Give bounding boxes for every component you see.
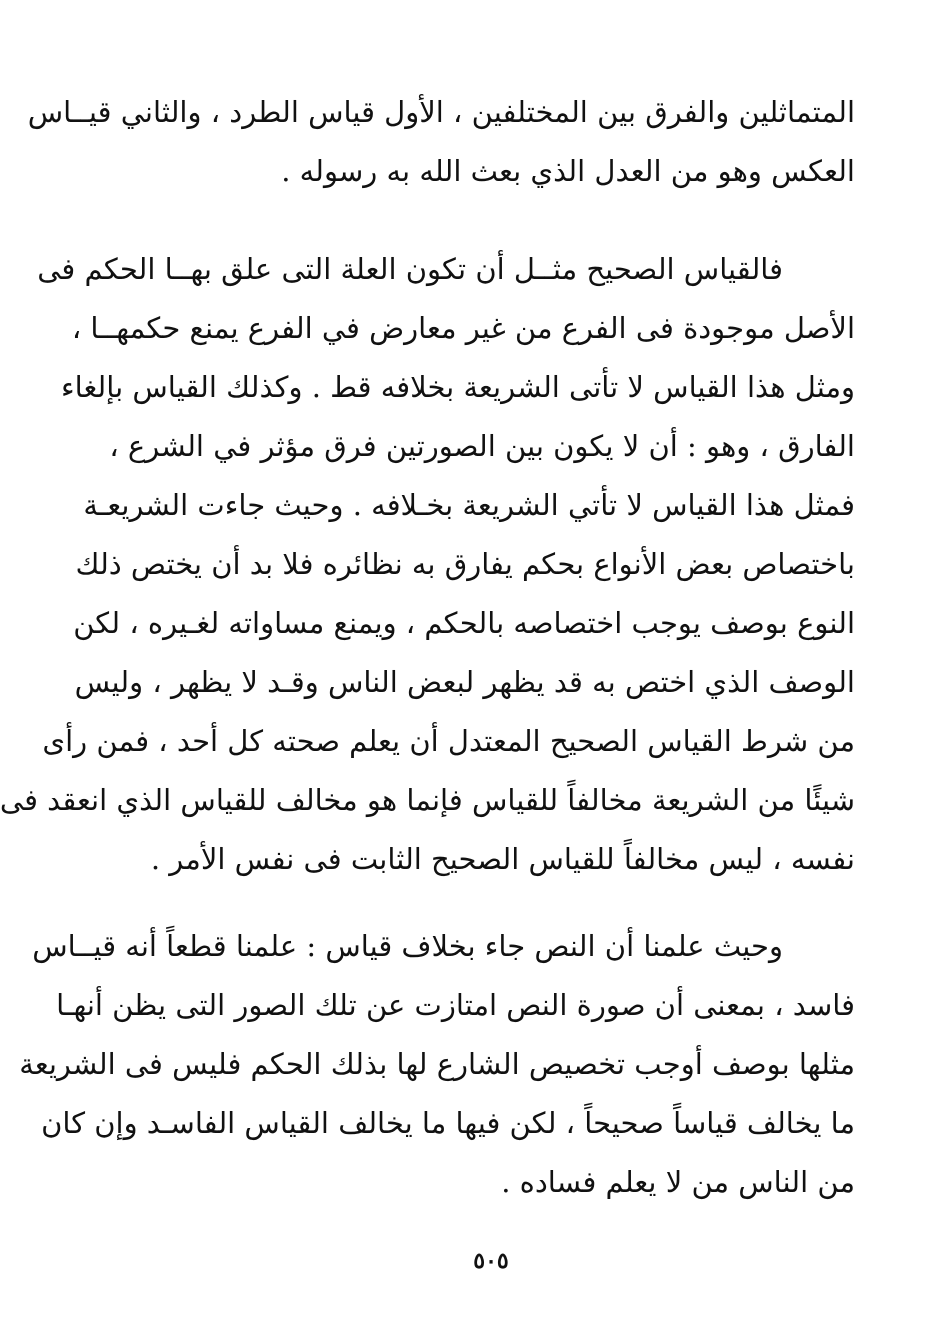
text-line: باختصاص بعض الأنواع بحكم يفارق به نظائره فلا بد أن يختص ذلك — [75, 547, 855, 581]
text-line: ما يخالف قياساً صحيحاً ، لكن فيها ما يخالف القياس الفاسـد وإن كان — [41, 1106, 855, 1140]
text-line: مثلها بوصف أوجب تخصيص الشارع لها بذلك الحكم فليس فى الشريعة — [19, 1047, 855, 1081]
text-line: شيئًا من الشريعة مخالفاً للقياس فإنما هو مخالف للقياس الذي انعقد فى — [0, 783, 855, 817]
text-line: فاسد ، بمعنى أن صورة النص امتازت عن تلك الصور التى يظن أنهـا — [56, 988, 855, 1022]
text-line: من شرط القياس الصحيح المعتدل أن يعلم صحته كل أحد ، فمن رأى — [42, 724, 855, 758]
text-line: فالقياس الصحيح مثــل أن تكون العلة التى علق بهــا الحكم فى — [37, 252, 783, 286]
text-line: نفسه ، ليس مخالفاً للقياس الصحيح الثابت فى نفس الأمر . — [150, 842, 855, 876]
text-line: من الناس من لا يعلم فساده . — [501, 1165, 855, 1199]
text-line: الأصل موجودة فى الفرع من غير معارض في الفرع يمنع حكمهــا ، — [71, 311, 855, 345]
page-number: ٥٠٥ — [473, 1248, 509, 1274]
text-line: وحيث علمنا أن النص جاء بخلاف قياس : علمنا قطعاً أنه قيــاس — [32, 929, 783, 963]
text-line: الوصف الذي اختص به قد يظهر لبعض الناس وقـد لا يظهر ، وليس — [74, 665, 855, 699]
text-line: المتماثلين والفرق بين المختلفين ، الأول قياس الطرد ، والثاني قيــاس — [27, 95, 855, 129]
text-line: النوع بوصف يوجب اختصاصه بالحكم ، ويمنع مساواته لغـيره ، لكن — [73, 606, 855, 640]
text-line: الفارق ، وهو : أن لا يكون بين الصورتين فرق مؤثر في الشرع ، — [109, 429, 855, 463]
text-line: فمثل هذا القياس لا تأتي الشريعة بخـلافه . وحيث جاءت الشريعـة — [83, 488, 855, 522]
text-line: العكس وهو من العدل الذي بعث الله به رسوله . — [281, 154, 855, 188]
paragraph-1 — [27, 83, 855, 201]
text-line: ومثل هذا القياس لا تأتى الشريعة بخلافه قط . وكذلك القياس بإلغاء — [60, 370, 855, 404]
paragraph-3 — [19, 917, 855, 1212]
paragraph-2 — [0, 240, 855, 889]
